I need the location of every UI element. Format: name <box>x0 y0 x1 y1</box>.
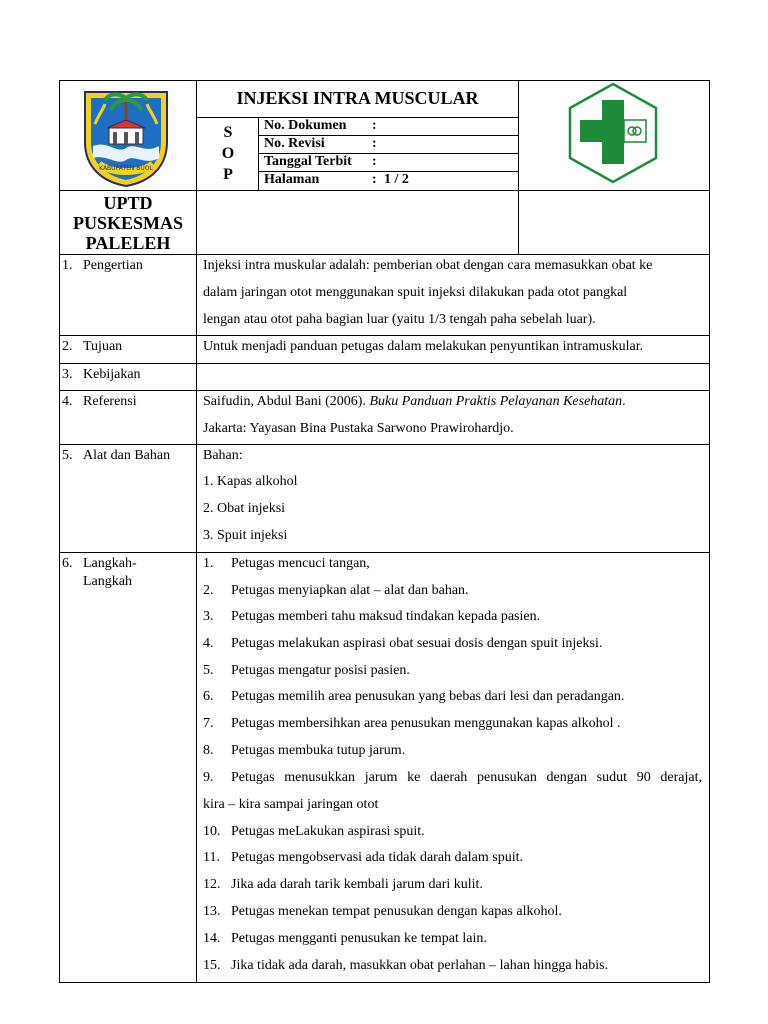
section-number: 1. <box>62 258 73 273</box>
label-line: Langkah- <box>83 556 137 571</box>
section-number: 5. <box>62 448 73 463</box>
organization-name <box>60 193 196 253</box>
org-line: PUSKESMAS <box>72 213 184 233</box>
grid-line <box>59 363 710 364</box>
step-number: 5. <box>203 663 214 678</box>
grid-line <box>196 117 518 118</box>
section-number: 4. <box>62 394 73 409</box>
step-number: 4. <box>203 636 214 651</box>
section-label-kebijakan: Kebijakan <box>83 367 141 382</box>
label-line: Langkah <box>83 574 132 589</box>
step-text: Petugas membuka tutup jarum. <box>231 743 406 758</box>
step-number: 15. <box>203 958 221 973</box>
step-number: 6. <box>203 689 214 704</box>
step-number: 2. <box>203 583 214 598</box>
grid-line <box>196 80 197 983</box>
step-text: Petugas mengganti penusukan ke tempat lain. <box>231 931 487 946</box>
step-text: Jika tidak ada darah, masukkan obat perlahan – lahan hingga habis. <box>231 958 609 973</box>
step-text: Petugas mengobservasi ada tidak darah dalam spuit. <box>231 850 523 865</box>
bahan-item: 2. Obat injeksi <box>203 501 286 516</box>
step-text: Petugas membersihkan area penusukan menggunakan kapas alkohol . <box>231 716 621 731</box>
meta-colon: : <box>372 172 377 187</box>
step-number: 11. <box>203 850 220 865</box>
section-label-alat: Alat dan Bahan <box>83 448 171 463</box>
grid-line <box>59 444 710 445</box>
sop-letter-s: S <box>223 124 233 141</box>
step-text-continuation: kira – kira sampai jaringan otot <box>203 797 379 812</box>
pengertian-line: dalam jaringan otot menggunakan spuit injeksi dilakukan pada otot pangkal <box>203 285 628 300</box>
regency-crest-icon <box>79 84 173 188</box>
meta-colon: : <box>372 154 377 169</box>
grid-line <box>518 80 519 254</box>
step-text: Petugas menyiapkan alat – alat dan bahan. <box>231 583 469 598</box>
meta-label-halaman: Halaman <box>264 172 320 187</box>
grid-line <box>59 190 710 191</box>
pengertian-line: lengan atau otot paha bagian luar (yaitu 1/3 tengah paha sebelah luar). <box>203 312 596 327</box>
referensi-line <box>203 393 626 411</box>
referensi-publisher: Jakarta: Yayasan Bina Pustaka Sarwono Prawirohardjo. <box>203 421 514 436</box>
tujuan-text: Untuk menjadi panduan petugas dalam melakukan penyuntikan intramuskular. <box>203 339 644 354</box>
bahan-item: 1. Kapas alkohol <box>203 474 298 489</box>
section-number: 6. <box>62 556 73 571</box>
section-label-referensi: Referensi <box>83 394 137 409</box>
section-number: 3. <box>62 367 73 382</box>
step-number: 3. <box>203 609 214 624</box>
bahan-heading: Bahan: <box>203 448 243 463</box>
step-text: Petugas menusukkan jarum ke daerah penusukan dengan sudut 90 derajat, <box>231 770 702 785</box>
section-number: 2. <box>62 339 73 354</box>
step-number: 12. <box>203 877 221 892</box>
grid-line <box>59 254 710 255</box>
step-text: Petugas memilih area penusukan yang bebas dari lesi dan peradangan. <box>231 689 625 704</box>
sop-letter-o: O <box>221 145 235 162</box>
referensi-period: . <box>622 394 626 409</box>
grid-line <box>59 552 710 553</box>
meta-label-revisi: No. Revisi <box>264 136 325 151</box>
org-line: UPTD <box>103 193 153 213</box>
meta-label-dokumen: No. Dokumen <box>264 118 347 133</box>
referensi-author: Saifudin, Abdul Bani (2006). <box>203 394 370 409</box>
step-text: Petugas memberi tahu maksud tindakan kepada pasien. <box>231 609 541 624</box>
step-text: Petugas melakukan aspirasi obat sesuai dosis dengan spuit injeksi. <box>231 636 603 651</box>
step-text: Petugas menekan tempat penusukan dengan kapas alkohol. <box>231 904 562 919</box>
grid-line <box>59 335 710 336</box>
sop-letter-p: P <box>223 166 233 183</box>
referensi-book-title: Buku Panduan Praktis Pelayanan Kesehatan <box>369 394 623 409</box>
step-text: Petugas mengatur posisi pasien. <box>231 663 410 678</box>
section-label-pengertian: Pengertian <box>83 258 143 273</box>
step-text: Jika ada darah tarik kembali jarum dari kulit. <box>231 877 483 892</box>
step-number: 8. <box>203 743 214 758</box>
meta-colon: : <box>372 118 377 133</box>
step-number: 10. <box>203 824 221 839</box>
step-number: 9. <box>203 770 214 785</box>
step-text: Petugas mencuci tangan, <box>231 556 370 571</box>
grid-line <box>59 390 710 391</box>
crest-text: KABUPATEN BUOL <box>99 165 153 172</box>
document-title: INJEKSI INTRA MUSCULAR <box>236 88 479 108</box>
meta-colon: : <box>372 136 377 151</box>
step-number: 14. <box>203 931 221 946</box>
meta-label-tanggal: Tanggal Terbit <box>264 154 352 169</box>
meta-value-halaman: 1 / 2 <box>384 172 409 187</box>
pengertian-line: Injeksi intra muskular adalah: pemberian obat dengan cara memasukkan obat ke <box>203 258 653 273</box>
bahan-item: 3. Spuit injeksi <box>203 528 288 543</box>
section-label-langkah <box>83 555 193 591</box>
section-label-tujuan: Tujuan <box>83 339 123 354</box>
puskesmas-cross-icon <box>566 82 660 184</box>
org-line: PALELEH <box>85 233 171 253</box>
step-number: 13. <box>203 904 221 919</box>
step-number: 1. <box>203 556 214 571</box>
step-text: Petugas meLakukan aspirasi spuit. <box>231 824 425 839</box>
step-number: 7. <box>203 716 214 731</box>
